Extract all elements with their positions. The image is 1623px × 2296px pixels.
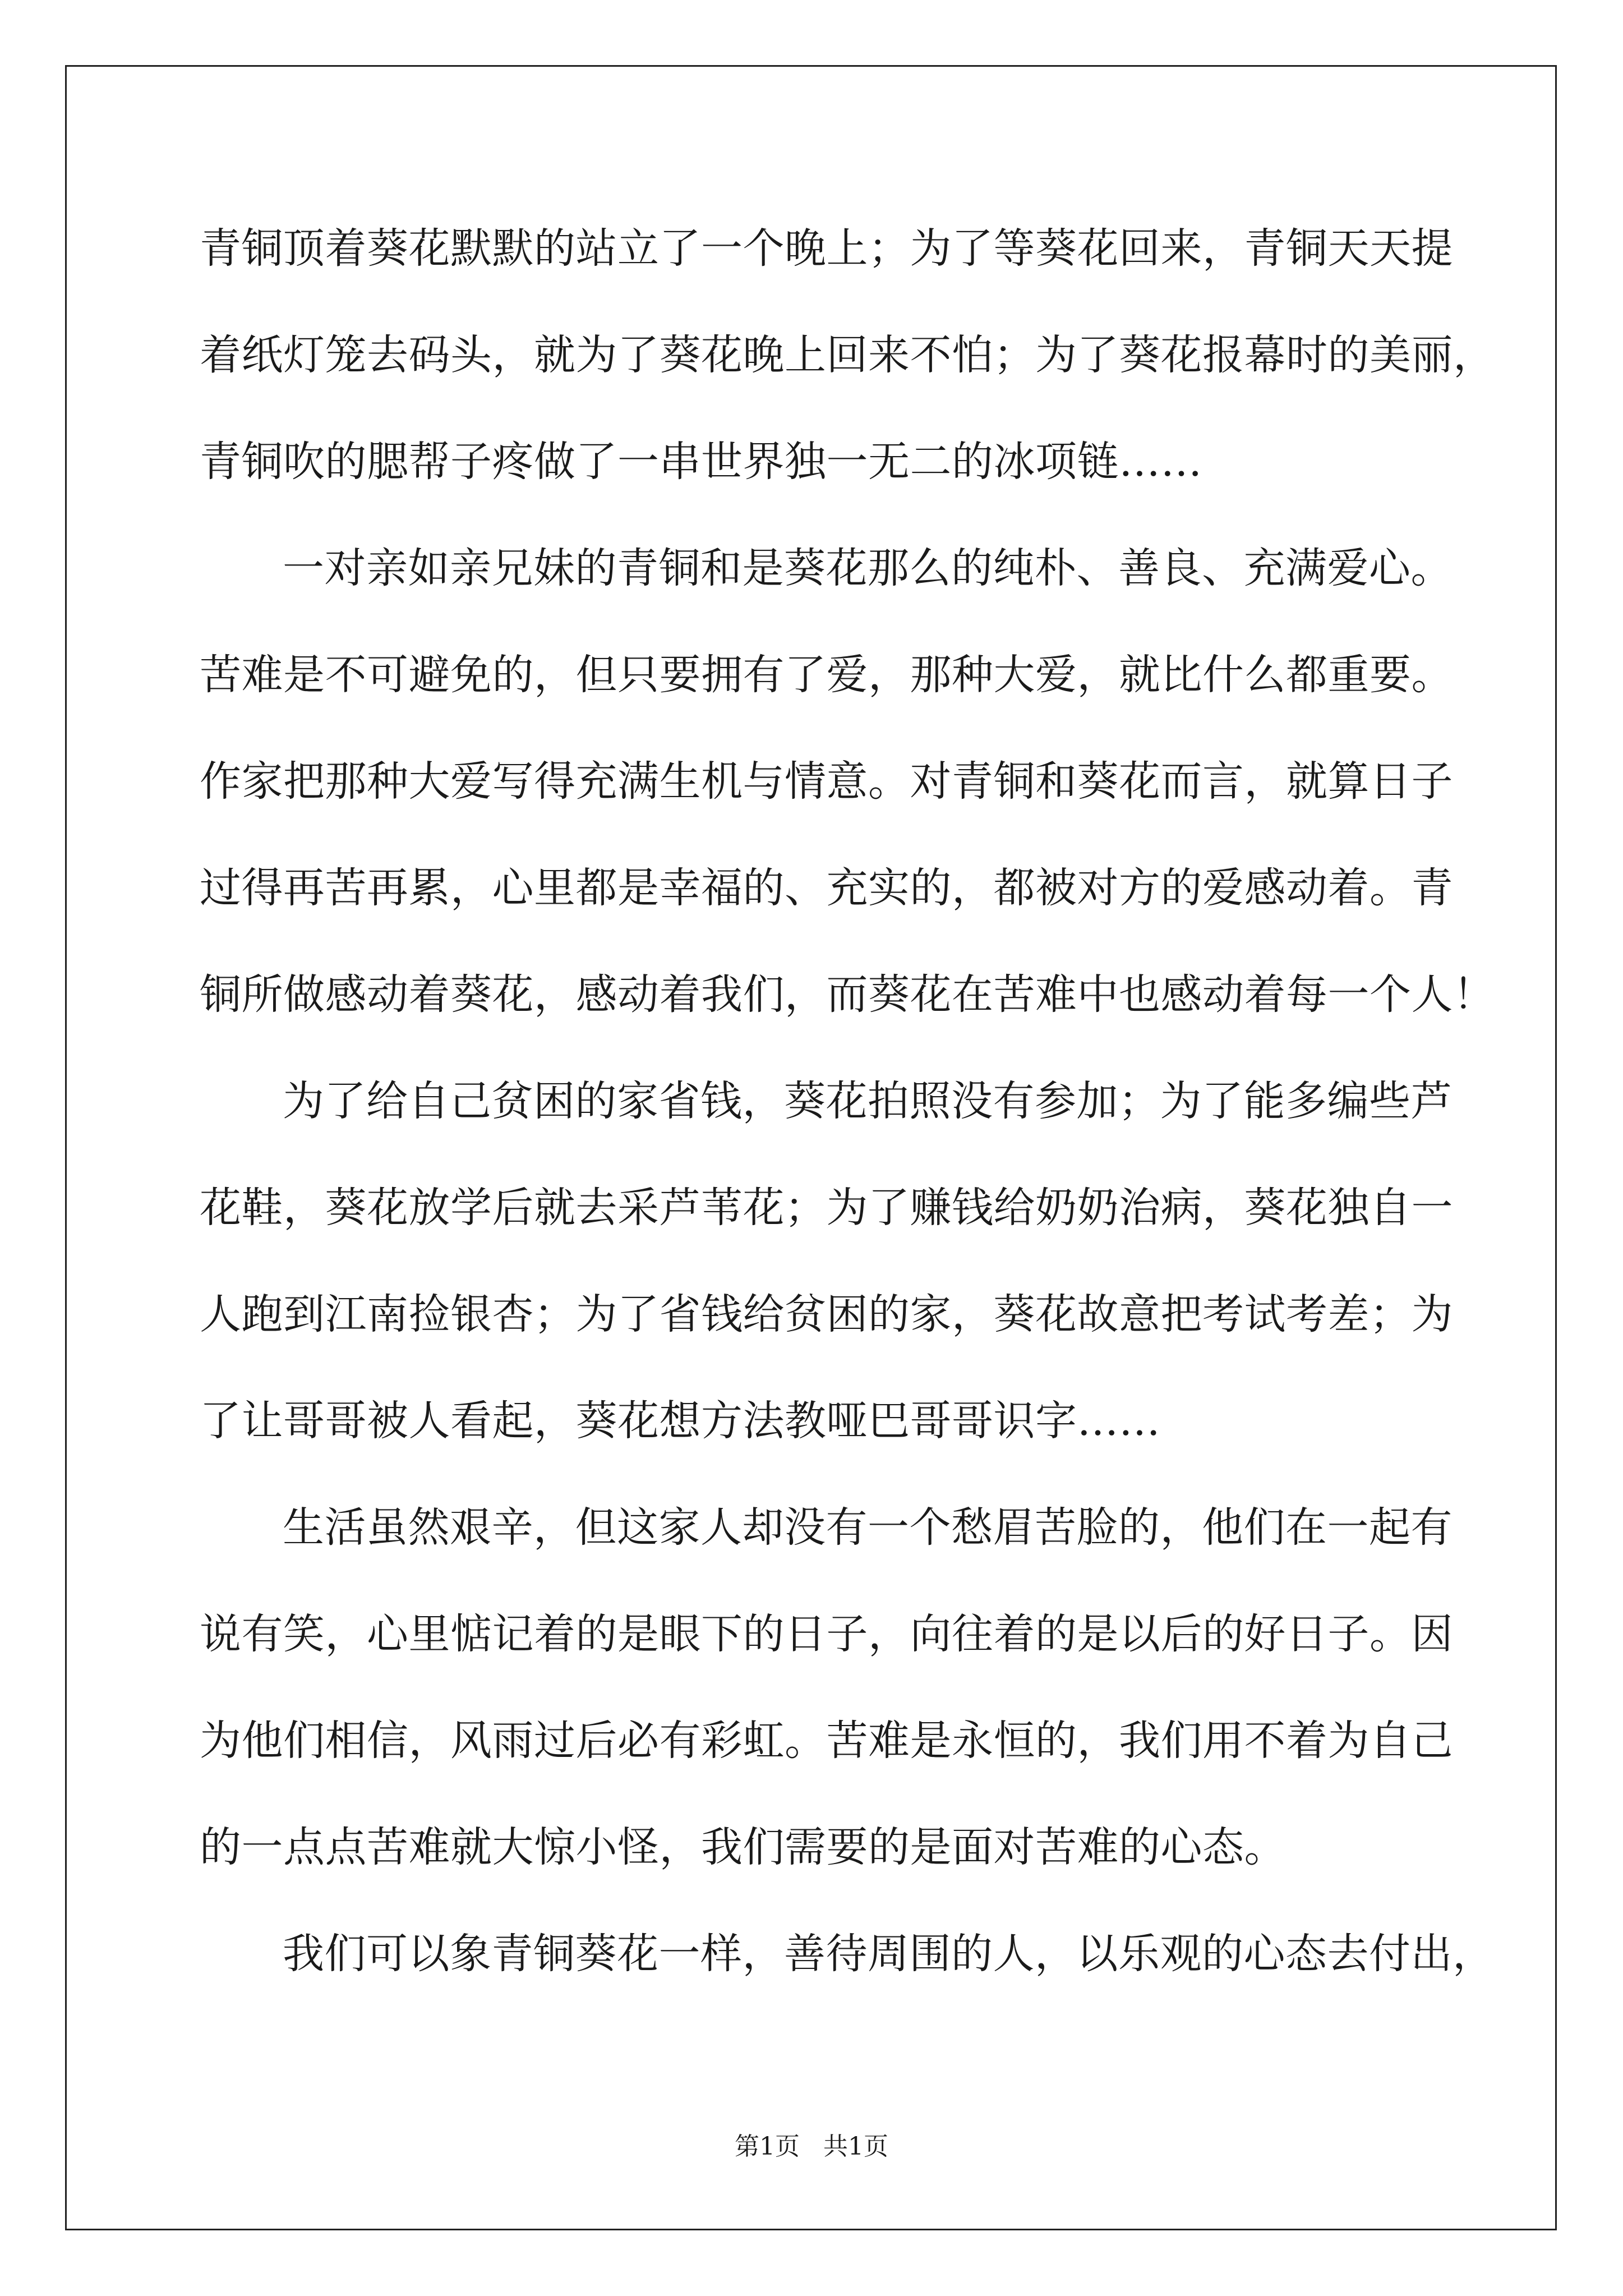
text-line: 着纸灯笼去码头，就为了葵花晚上回来不怕；为了葵花报幕时的美丽， xyxy=(200,331,1495,379)
text-line: 过得再苦再累，心里都是幸福的、充实的，都被对方的爱感动着。青 xyxy=(200,864,1453,912)
page-number-current: 第1页 xyxy=(735,2132,800,2161)
text-line: 了让哥哥被人看起，葵花想方法教哑巴哥哥识字…… xyxy=(200,1397,1161,1445)
page-footer xyxy=(0,2126,1623,2162)
text-line: 苦难是不可避免的，但只要拥有了爱，那种大爱，就比什么都重要。 xyxy=(200,651,1453,699)
text-line: 说有笑，心里惦记着的是眼下的日子，向往着的是以后的好日子。因 xyxy=(200,1610,1453,1658)
text-line: 青铜顶着葵花默默的站立了一个晚上；为了等葵花回来，青铜天天提 xyxy=(200,224,1453,273)
text-line: 生活虽然艰辛，但这家人却没有一个愁眉苦脸的，他们在一起有 xyxy=(283,1503,1453,1552)
page-number-total: 共1页 xyxy=(823,2132,888,2161)
text-line: 花鞋，葵花放学后就去采芦苇花；为了赚钱给奶奶治病，葵花独自一 xyxy=(200,1184,1453,1232)
document-body xyxy=(200,218,1495,2030)
text-line: 我们可以象青铜葵花一样，善待周围的人，以乐观的心态去付出， xyxy=(283,1930,1495,1978)
text-line: 为了给自己贫困的家省钱，葵花拍照没有参加；为了能多编些芦 xyxy=(283,1077,1453,1125)
text-line: 铜所做感动着葵花，感动着我们，而葵花在苦难中也感动着每一个人！ xyxy=(200,970,1495,1019)
text-line: 青铜吹的腮帮子疼做了一串世界独一无二的冰项链…… xyxy=(200,438,1202,486)
text-line: 一对亲如亲兄妹的青铜和是葵花那么的纯朴、善良、充满爱心。 xyxy=(283,544,1453,592)
text-line: 为他们相信，风雨过后必有彩虹。苦难是永恒的，我们用不着为自己 xyxy=(200,1717,1453,1765)
text-line: 作家把那种大爱写得充满生机与情意。对青铜和葵花而言，就算日子 xyxy=(200,757,1453,806)
text-line: 人跑到江南捡银杏；为了省钱给贫困的家，葵花故意把考试考差；为 xyxy=(200,1290,1453,1338)
text-line: 的一点点苦难就大惊小怪，我们需要的是面对苦难的心态。 xyxy=(200,1823,1286,1871)
